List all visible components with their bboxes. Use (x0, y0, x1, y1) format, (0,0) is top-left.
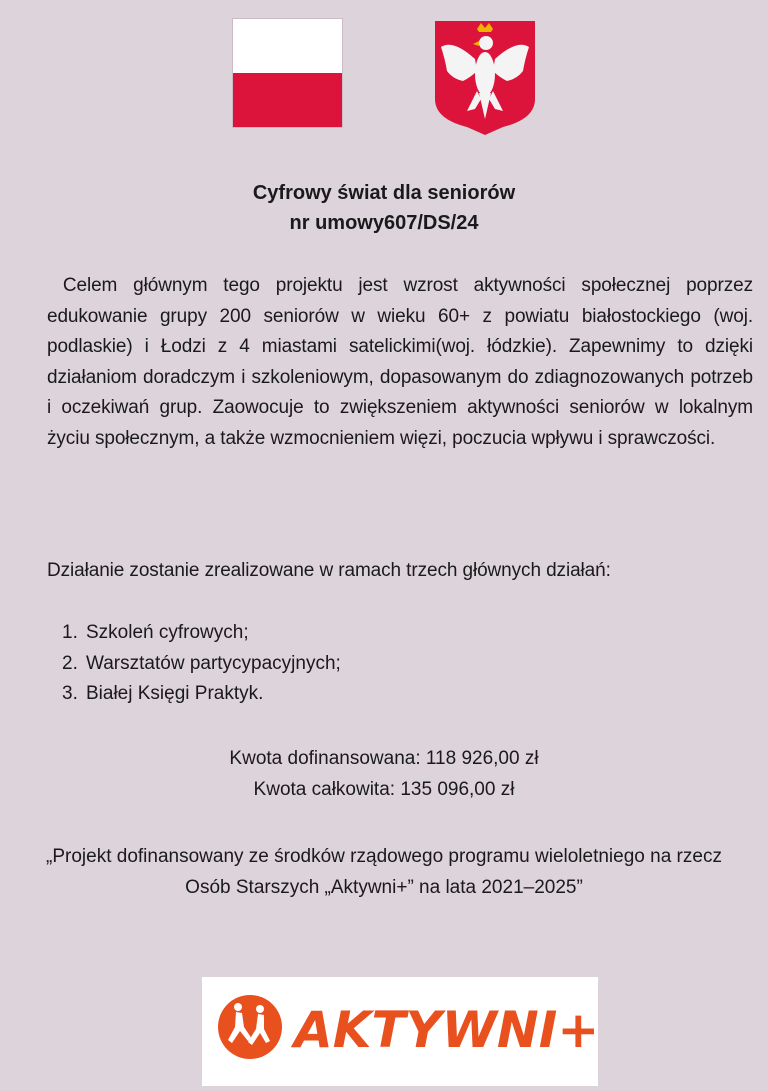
runners-icon (202, 977, 598, 1086)
flag-red-stripe (233, 73, 342, 127)
flag-white-stripe (233, 19, 342, 73)
project-description: Celem głównym tego projektu jest wzrost aktywności społecznej poprzez edukowanie grupy 200 seniorów w wieku 60+ z powiatu białostockiego (woj. podlaskie) i Łodzi z 4 miastami satelickimi(woj. łódzkie). Zapewnimy to dzięki działaniom doradczym i szkoleniowym, dopasowanym do zdiagnozowanych potrzeb i oczekiwań grup. Zaowocuje to zwiększeniem aktywności seniorów w lokalnym życiu społecznym, a także wzmocnieniem więzi, poczucia wpływu i sprawczości. (47, 275, 759, 449)
list-item: 2. Warsztatów partycypacyjnych; (62, 652, 341, 674)
page-title (0, 178, 768, 238)
poland-flag (233, 19, 342, 127)
project-name: Cyfrowy świat dla seniorów (252, 182, 516, 204)
funding-note: „Projekt dofinansowany ze środków rządowego programu wieloletniego na rzecz Osób Starszych „Aktywni+” na lata 2021–2025” (46, 846, 722, 898)
coat-of-arms-icon (433, 19, 537, 137)
list-item: 3. Białej Księgi Praktyk. (62, 683, 264, 704)
cofinanced-amount: Kwota dofinansowana: 118 926,00 zł (229, 748, 539, 769)
activities-intro: Działanie zostanie zrealizowane w ramach trzech głównych działań: (47, 560, 611, 581)
total-amount: Kwota całkowita: 135 096,00 zł (253, 778, 515, 800)
logo-text: AKTYWNI+ (294, 1001, 598, 1059)
funding-amounts (40, 744, 728, 805)
aktywni-logo (202, 977, 598, 1086)
activities-list (62, 618, 341, 710)
list-item: 1. Szkoleń cyfrowych; (62, 622, 249, 643)
contract-number: nr umowy607/DS/24 (289, 212, 479, 234)
